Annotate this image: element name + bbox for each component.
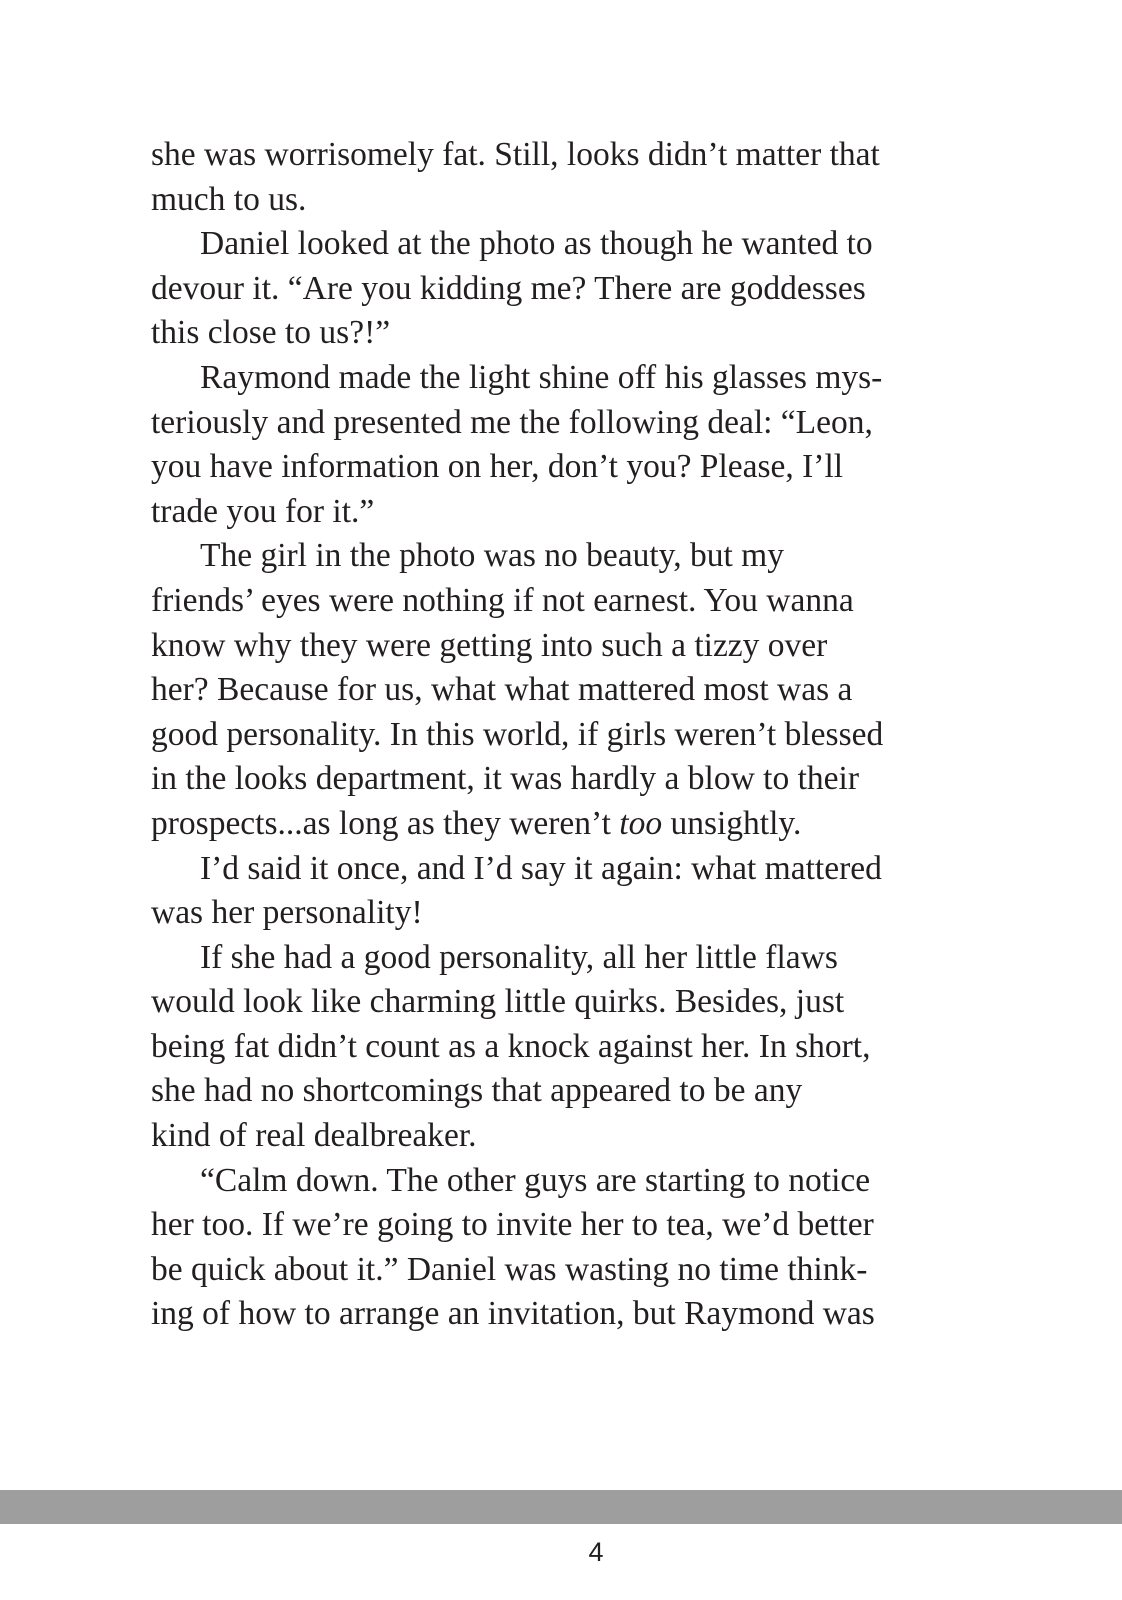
text-line: would look like charming little quirks. Besides, just	[151, 983, 845, 1021]
text-line: ing of how to arrange an invitation, but Raymond was	[151, 1295, 875, 1333]
text-line: her? Because for us, what what mattered most was a	[151, 671, 853, 709]
text-line: was her personality!	[151, 894, 423, 932]
text-line: friends’ eyes were nothing if not earnest. You wanna	[151, 581, 854, 619]
page-number: 4	[588, 1537, 604, 1567]
text-line: in the looks department, it was hardly a blow to their	[151, 760, 859, 798]
text-line: be quick about it.” Daniel was wasting no time think-	[151, 1250, 868, 1288]
emphasis-text: too	[619, 804, 663, 842]
text-line: trade you for it.”	[151, 492, 375, 530]
text-line: kind of real dealbreaker.	[151, 1117, 477, 1155]
text-line: her too. If we’re going to invite her to tea, we’d better	[151, 1206, 874, 1244]
text-line: I’d said it once, and I’d say it again: what mattered	[200, 849, 882, 887]
text-line: she had no shortcomings that appeared to be any	[151, 1072, 803, 1110]
text-line: this close to us?!”	[151, 314, 391, 352]
text-line: If she had a good personality, all her little flaws	[200, 938, 838, 976]
text-line	[151, 802, 946, 847]
text-line: Raymond made the light shine off his glasses mys-	[200, 358, 883, 396]
text-line: teriously and presented me the following deal: “Leon,	[151, 403, 873, 441]
text-segment: prospects...as long as they weren’t	[151, 804, 620, 842]
text-line: she was worrisomely fat. Still, looks didn’t matter that	[151, 136, 880, 173]
text-line: you have information on her, don’t you? Please, I’ll	[151, 448, 844, 486]
text-line: know why they were getting into such a tizzy over	[151, 626, 828, 664]
text-line: The girl in the photo was no beauty, but my	[200, 537, 784, 575]
text-line: being fat didn’t count as a knock against her. In short,	[151, 1027, 871, 1065]
text-segment: unsightly.	[662, 804, 802, 842]
text-line: much to us.	[151, 180, 307, 218]
text-line: Daniel looked at the photo as though he wanted to	[200, 225, 873, 263]
text-line: good personality. In this world, if girls weren’t blessed	[151, 715, 884, 753]
text-line: devour it. “Are you kidding me? There are goddesses	[151, 269, 866, 307]
body-text	[151, 133, 946, 1337]
footer-bar	[0, 1490, 1122, 1524]
text-line: “Calm down. The other guys are starting to notice	[200, 1161, 871, 1199]
